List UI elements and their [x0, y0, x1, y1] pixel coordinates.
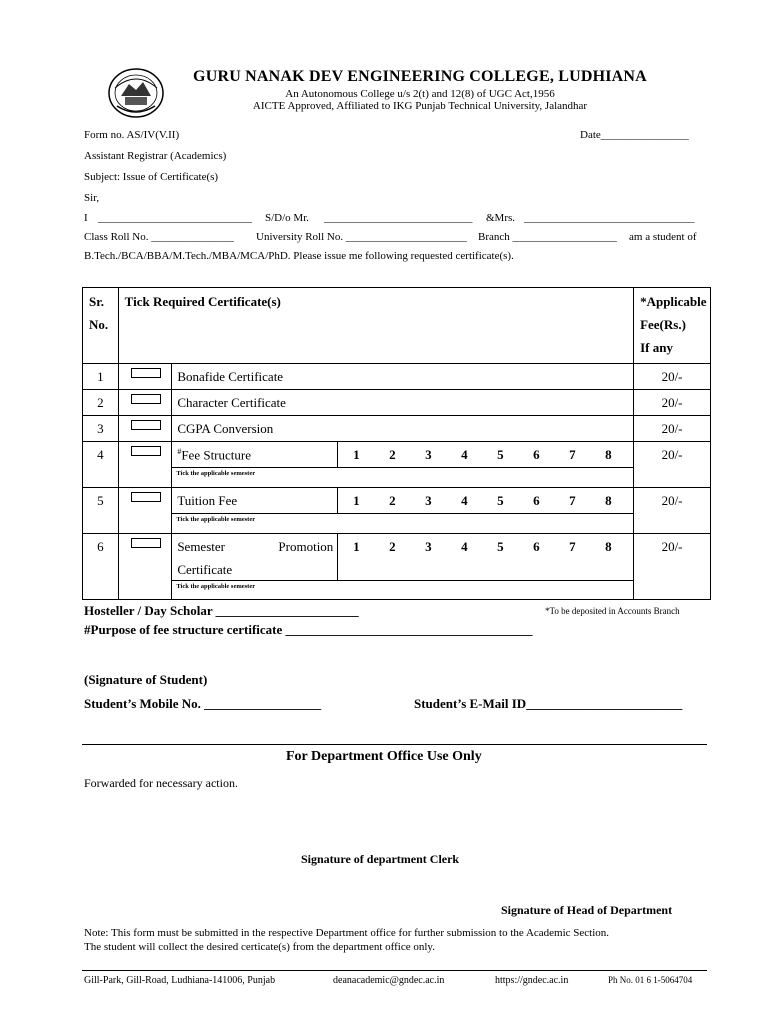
- header-sr-cell: [83, 288, 119, 364]
- university-roll-field[interactable]: University Roll No. ______________________: [256, 231, 467, 243]
- promotion-cell: [172, 534, 634, 600]
- certificate-name: CGPA Conversion: [172, 416, 634, 442]
- row-sr: 3: [83, 416, 119, 442]
- semester-option[interactable]: 5: [497, 447, 504, 462]
- fee-value: 20/-: [634, 390, 711, 416]
- certificates-table: [82, 287, 711, 600]
- branch-field[interactable]: Branch ___________________: [478, 231, 618, 243]
- checkbox-cell: [118, 416, 172, 442]
- certificate-name: Fee Structure: [181, 447, 251, 463]
- row-sr: 1: [83, 364, 119, 390]
- fee-value: 20/-: [634, 416, 711, 442]
- row-sr: 4: [83, 442, 119, 488]
- mother-label: &Mrs.: [486, 212, 516, 224]
- semester-option[interactable]: 3: [425, 493, 432, 508]
- semester-option[interactable]: 8: [605, 539, 612, 554]
- divider: [82, 744, 707, 745]
- student-signature-label: (Signature of Student): [84, 672, 208, 687]
- certificate-name-part: Promotion: [278, 539, 334, 554]
- tuition-fee-checkbox[interactable]: [131, 492, 161, 502]
- semester-options: [338, 488, 626, 513]
- header-sr: Sr.: [89, 294, 105, 309]
- row-sr: 5: [83, 488, 119, 534]
- semester-option[interactable]: 6: [533, 539, 540, 554]
- cgpa-checkbox[interactable]: [131, 420, 161, 430]
- semester-option[interactable]: 5: [497, 539, 504, 554]
- tick-semester-note: Tick the applicable semester: [176, 516, 256, 523]
- fee-value: 20/-: [634, 488, 711, 534]
- semester-option[interactable]: 5: [497, 493, 504, 508]
- promotion-name: [172, 534, 338, 580]
- footer-divider: [82, 970, 707, 971]
- purpose-field[interactable]: #Purpose of fee structure certificate ______________________________________: [84, 622, 533, 637]
- mother-name-field[interactable]: _______________________________: [524, 212, 695, 224]
- semester-option[interactable]: 8: [605, 447, 612, 462]
- checkbox-cell: [118, 488, 172, 534]
- hosteller-field[interactable]: Hosteller / Day Scholar ______________________: [84, 603, 359, 618]
- header-no: No.: [89, 317, 109, 332]
- row-sr: 6: [83, 534, 119, 600]
- deposit-note: *To be deposited in Accounts Branch: [545, 606, 680, 616]
- semester-option[interactable]: 7: [569, 493, 576, 508]
- footer-website[interactable]: https://gndec.ac.in: [495, 975, 569, 986]
- header-fee-cell: [634, 288, 711, 364]
- header-tick: Tick Required Certificate(s): [118, 288, 633, 364]
- header-applicable: *Applicable: [640, 294, 707, 309]
- footer-phone: Ph No. 01 6 1-5064704: [608, 975, 693, 985]
- semester-option[interactable]: 2: [389, 539, 396, 554]
- request-line: B.Tech./BCA/BBA/M.Tech./MBA/MCA/PhD. Please issue me following requested certificate(s).: [84, 250, 514, 262]
- clerk-signature-label: Signature of department Clerk: [301, 852, 460, 866]
- email-field[interactable]: Student’s E-Mail ID________________________: [414, 696, 683, 711]
- certificate-name: Character Certificate: [172, 390, 634, 416]
- semester-option[interactable]: 4: [461, 447, 468, 462]
- checkbox-cell: [118, 390, 172, 416]
- bonafide-checkbox[interactable]: [131, 368, 161, 378]
- forwarded-text: Forwarded for necessary action.: [84, 776, 238, 790]
- college-affiliation-line: AICTE Approved, Affiliated to IKG Punjab Technical University, Jalandhar: [252, 100, 588, 112]
- semester-option[interactable]: 2: [389, 493, 396, 508]
- semester-option[interactable]: 1: [353, 539, 360, 554]
- table-row: [83, 390, 711, 416]
- table-row: [83, 442, 711, 488]
- semester-option[interactable]: 4: [461, 493, 468, 508]
- semester-option[interactable]: 6: [533, 447, 540, 462]
- table-row: [83, 364, 711, 390]
- parent-label: S/D/o Mr.: [265, 212, 310, 224]
- fee-value: 20/-: [634, 442, 711, 488]
- semester-option[interactable]: 7: [569, 447, 576, 462]
- father-name-field[interactable]: ___________________________: [324, 212, 473, 224]
- tuition-fee-cell: [172, 488, 634, 534]
- semester-options: [338, 534, 626, 580]
- certificate-name-part: Semester: [177, 539, 225, 554]
- college-status-line: An Autonomous College u/s 2(t) and 12(8) of UGC Act,1956: [285, 88, 555, 100]
- class-roll-field[interactable]: Class Roll No. _______________: [84, 231, 234, 243]
- semester-option[interactable]: 4: [461, 539, 468, 554]
- fee-structure-cell: [172, 442, 634, 488]
- row-sr: 2: [83, 390, 119, 416]
- student-of-text: am a student of: [629, 231, 697, 243]
- table-row: [83, 416, 711, 442]
- tick-semester-note: Tick the applicable semester: [176, 583, 256, 590]
- note-line-2: The student will collect the desired certicate(s) from the department office only.: [84, 941, 435, 953]
- salutation: Sir,: [84, 192, 100, 204]
- fee-value: 20/-: [634, 364, 711, 390]
- checkbox-cell: [118, 534, 172, 600]
- header-fee: Fee(Rs.): [640, 317, 686, 332]
- table-row: [83, 488, 711, 534]
- subject-line: Subject: Issue of Certificate(s): [84, 171, 219, 183]
- semester-option[interactable]: 2: [389, 447, 396, 462]
- hod-signature-label: Signature of Head of Department: [501, 903, 673, 917]
- character-checkbox[interactable]: [131, 394, 161, 404]
- mobile-field[interactable]: Student’s Mobile No. __________________: [84, 696, 322, 711]
- hash-mark: #: [177, 447, 182, 456]
- semester-option[interactable]: 6: [533, 493, 540, 508]
- header-if-any: If any: [640, 340, 673, 355]
- checkbox-cell: [118, 442, 172, 488]
- semester-option[interactable]: 1: [353, 447, 360, 462]
- date-field[interactable]: Date________________: [580, 129, 689, 141]
- office-heading: For Department Office Use Only: [286, 749, 482, 764]
- semester-options: [338, 442, 626, 467]
- semester-option[interactable]: 3: [425, 447, 432, 462]
- semester-option[interactable]: 1: [353, 493, 360, 508]
- fee-value: 20/-: [634, 534, 711, 600]
- certificate-name: Bonafide Certificate: [172, 364, 634, 390]
- footer-address: Gill-Park, Gill-Road, Ludhiana-141006, Punjab: [84, 975, 276, 986]
- table-header-row: [83, 288, 711, 364]
- certificate-name: Tuition Fee: [172, 488, 338, 513]
- checkbox-cell: [118, 364, 172, 390]
- form-number: Form no. AS/IV(V.II): [84, 129, 180, 141]
- semester-option[interactable]: 3: [425, 539, 432, 554]
- tick-semester-note: Tick the applicable semester: [176, 470, 256, 477]
- certificate-name-part: Certificate: [177, 562, 233, 577]
- fee-structure-checkbox[interactable]: [131, 446, 161, 456]
- promotion-checkbox[interactable]: [131, 538, 161, 548]
- college-title: GURU NANAK DEV ENGINEERING COLLEGE, LUDHIANA: [193, 68, 647, 85]
- addressee: Assistant Registrar (Academics): [84, 150, 227, 162]
- semester-option[interactable]: 8: [605, 493, 612, 508]
- name-label: I: [84, 212, 88, 224]
- semester-option[interactable]: 7: [569, 539, 576, 554]
- note-line-1: Note: This form must be submitted in the respective Department office for further submission to the Academic Section.: [84, 927, 610, 939]
- footer-email[interactable]: deanacademic@gndec.ac.in: [333, 975, 445, 986]
- table-row: [83, 534, 711, 600]
- student-name-field[interactable]: ____________________________: [98, 212, 252, 224]
